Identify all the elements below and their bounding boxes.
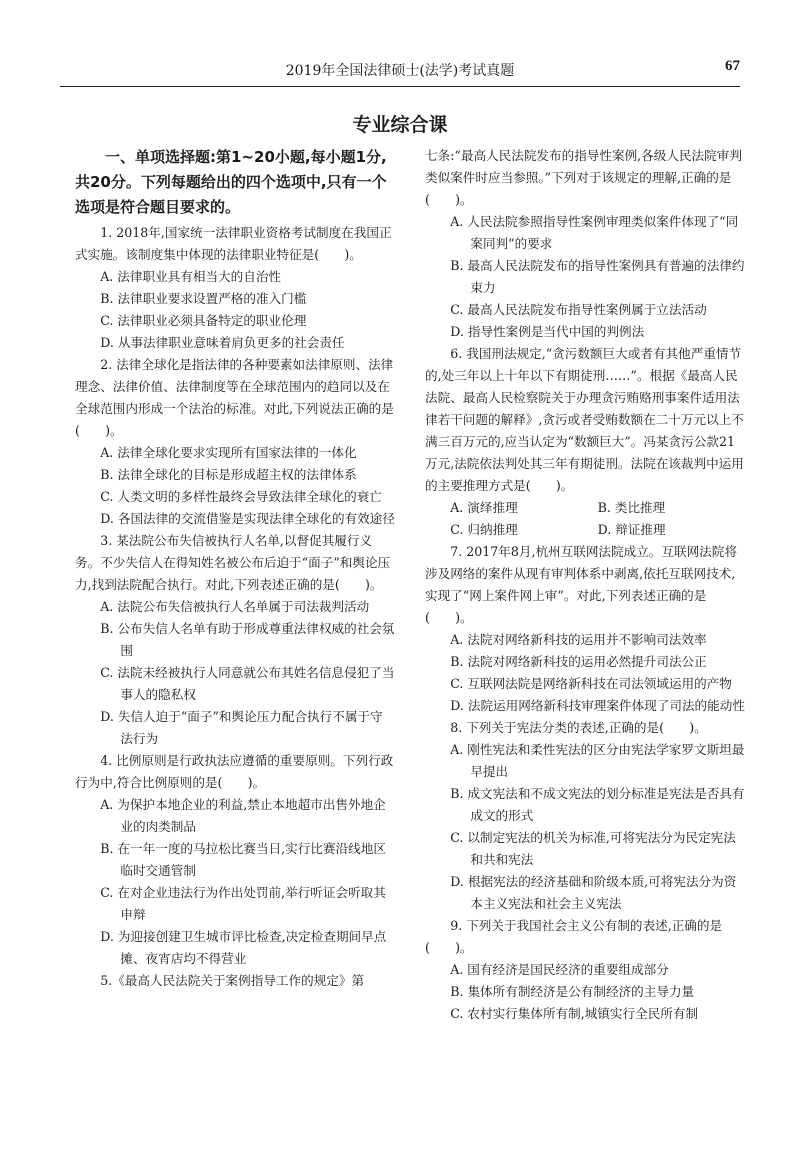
question-4-option-a: A. 为保护本地企业的利益,禁止本地超市出售外地企业的肉类制品 <box>100 797 386 834</box>
question-1-stem: 1. 2018年,国家统一法律职业资格考试制度在我国正式实施。该制度集中体现的法律职业特征是( )。 <box>75 225 392 262</box>
question-8-option-c: C. 以制定宪法的机关为标准,可将宪法分为民定宪法和共和宪法 <box>450 830 736 867</box>
running-header <box>60 56 740 87</box>
question-8-option-a: A. 刚性宪法和柔性宪法的区分由宪法学家罗文斯坦最早提出 <box>450 742 745 779</box>
question-7-option-d: D. 法院运用网络新科技审理案件体现了司法的能动性 <box>450 698 745 713</box>
question-2-option-a: A. 法律全球化要求实现所有国家法律的一体化 <box>100 445 357 460</box>
question-9-option-a: A. 国有经济是国民经济的重要组成部分 <box>450 962 669 977</box>
question-6-options-row-2 <box>425 519 745 541</box>
question-1-option-b: B. 法律职业要求设置严格的准入门槛 <box>100 291 307 306</box>
question-5-option-d: D. 指导性案例是当代中国的判例法 <box>450 324 645 339</box>
page-number: 67 <box>725 58 740 74</box>
question-3-stem: 3. 某法院公布失信被执行人名单,以督促其履行义务。不少失信人在得知姓名被公布后迫于“面子”和舆论压力,找到法院配合执行。对此,下列表述正确的是( )。 <box>75 533 391 592</box>
question-3-option-a: A. 法院公布失信被执行人名单属于司法裁判活动 <box>100 599 370 614</box>
question-8-stem: 8. 下列关于宪法分类的表述,正确的是( )。 <box>450 720 707 735</box>
question-8-option-b: B. 成文宪法和不成文宪法的划分标准是宪法是否具有成文的形式 <box>450 786 745 823</box>
question-6-option-a: A. 演绎推理 <box>450 500 518 515</box>
question-9-stem: 9. 下列关于我国社会主义公有制的表述,正确的是( )。 <box>425 918 723 955</box>
question-7-option-a: A. 法院对网络新科技的运用并不影响司法效率 <box>450 632 707 647</box>
section-heading: 一、单项选择题:第1~20小题,每小题1分,共20分。下列每题给出的四个选项中,只有一个选项是符合题目要求的。 <box>75 148 387 216</box>
question-4-option-b: B. 在一年一度的马拉松比赛当日,实行比赛沿线地区临时交通管制 <box>100 841 386 878</box>
header-title: 2019年全国法律硕士(法学)考试真题 <box>285 63 515 79</box>
question-5-option-b: B. 最高人民法院发布的指导性案例具有普遍的法律约束力 <box>450 258 745 295</box>
question-3-option-b: B. 公布失信人名单有助于形成尊重法律权威的社会氛围 <box>100 621 395 658</box>
question-9-option-c: C. 农村实行集体所有制,城镇实行全民所有制 <box>450 1006 699 1021</box>
question-3-option-c: C. 法院未经被执行人同意就公布其姓名信息侵犯了当事人的隐私权 <box>100 665 395 702</box>
question-6-option-b: B. 类比推理 <box>597 500 666 515</box>
question-5-stem-start: 5.《最高人民法院关于案例指导工作的规定》第 <box>100 973 365 988</box>
question-2-option-b: B. 法律全球化的目标是形成超主权的法律体系 <box>100 467 357 482</box>
question-5-option-c: C. 最高人民法院发布指导性案例属于立法活动 <box>450 302 707 317</box>
question-7-option-b: B. 法院对网络新科技的运用必然提升司法公正 <box>450 654 707 669</box>
question-1-option-a: A. 法律职业具有相当大的自治性 <box>100 269 282 284</box>
left-column <box>75 145 395 992</box>
question-4-option-d: D. 为迎接创建卫生城市评比检查,决定检查期间早点摊、夜宵店均不得营业 <box>100 929 387 966</box>
question-1-option-d: D. 从事法律职业意味着肩负更多的社会责任 <box>100 335 345 350</box>
question-4-option-c: C. 在对企业违法行为作出处罚前,举行听证会听取其申辩 <box>100 885 386 922</box>
question-6-stem: 6. 我国刑法规定,“贪污数额巨大或者有其他严重情节的,处三年以上十年以下有期徒刑……”。根据《最高人民法院、最高人民检察院关于办理贪污贿赂刑事案件适用法律若干问题的解释》,贪污或者受贿数额在二十万元以上不满三百万元的,应当认定为“数额巨大”。冯某贪污公款21万元,法院依法判处其三年有期徒刑。法院在该裁判中运用的主要推理方式是( )。 <box>425 346 744 493</box>
question-4-stem: 4. 比例原则是行政执法应遵循的重要原则。下列行政行为中,符合比例原则的是( )。 <box>75 753 394 790</box>
right-column <box>425 145 745 1025</box>
question-8-option-d: D. 根据宪法的经济基础和阶级本质,可将宪法分为资本主义宪法和社会主义宪法 <box>450 874 737 911</box>
question-5-option-a: A. 人民法院参照指导性案例审理类似案件体现了“同案同判”的要求 <box>450 214 739 251</box>
question-3-option-d: D. 失信人迫于“面子”和舆论压力配合执行不属于守法行为 <box>100 709 383 746</box>
question-2-option-c: C. 人类文明的多样性最终会导致法律全球化的衰亡 <box>100 489 382 504</box>
question-7-stem: 7. 2017年8月,杭州互联网法院成立。互联网法院将涉及网络的案件从现有审判体系中剥离,依托互联网技术,实现了“网上案件网上审”。对此,下列表述正确的是( )。 <box>425 544 737 625</box>
question-1-option-c: C. 法律职业必须具备特定的职业伦理 <box>100 313 307 328</box>
section-title: 专业综合课 <box>352 114 448 136</box>
question-6-options-row-1 <box>425 497 745 519</box>
question-2-stem: 2. 法律全球化是指法律的各种要素如法律原则、法律理念、法律价值、法律制度等在全球范围内的趋同以及在全球范围内形成一个法治的标准。对此,下列说法正确的是( )。 <box>75 357 394 438</box>
question-9-option-b: B. 集体所有制经济是公有制经济的主导力量 <box>450 984 695 999</box>
question-6-option-d: D. 辩证推理 <box>597 522 666 537</box>
question-6-option-c: C. 归纳推理 <box>450 522 518 537</box>
question-5-stem-continued: 七条:“最高人民法院发布的指导性案例,各级人民法院审判类似案件时应当参照。”下列对于该规定的理解,正确的是( )。 <box>425 148 742 207</box>
question-2-option-d: D. 各国法律的交流借鉴是实现法律全球化的有效途径 <box>100 511 395 526</box>
question-7-option-c: C. 互联网法院是网络新科技在司法领域运用的产物 <box>450 676 732 691</box>
